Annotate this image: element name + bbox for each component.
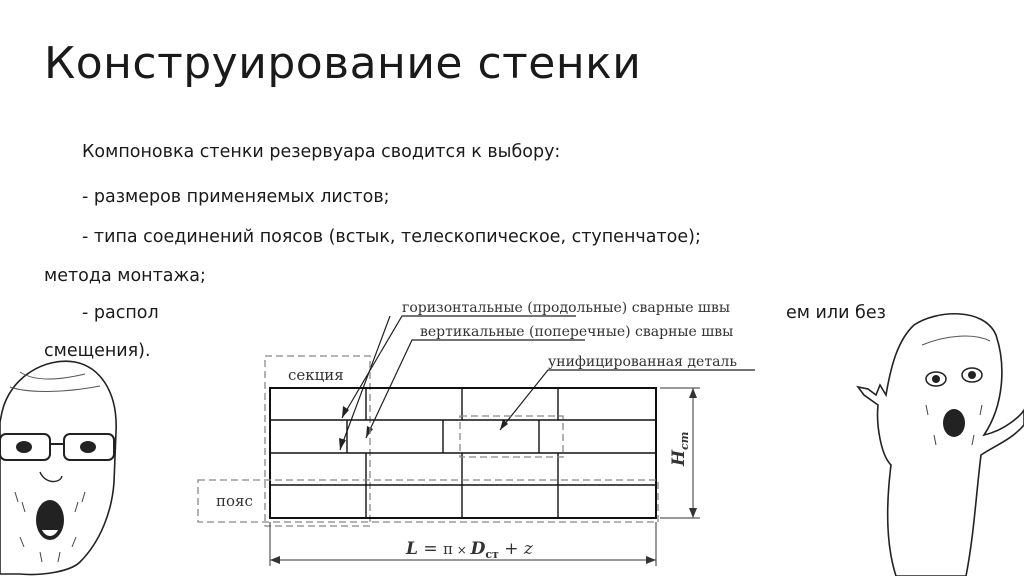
list-item-arrangement-continued: смещения). — [44, 341, 151, 361]
label-section: секция — [288, 366, 344, 384]
label-vertical-welds: вертикальные (поперечные) сварные швы — [420, 324, 734, 340]
formula-length: $L = \pi \times D_{ст} + z$ — [406, 539, 533, 561]
tank-wall-diagram — [190, 290, 770, 576]
list-item-sheet-sizes: - размеров применяемых листов; — [82, 187, 390, 207]
right-soyjak-pointing-character-icon — [856, 305, 1024, 576]
list-item-joint-type-continued: метода монтажа; — [44, 266, 206, 286]
label-unified-part: унифицированная деталь — [548, 354, 737, 370]
intro-text: Компоновка стенки резервуара сводится к выбору: — [82, 142, 561, 162]
label-belt: пояс — [216, 492, 253, 510]
svg-text:Hст: $H_{ст}$ — [669, 431, 691, 466]
label-horizontal-welds: горизонтальные (продольные) сварные швы — [402, 300, 730, 316]
left-soyjak-character-icon — [0, 352, 128, 576]
list-item-arrangement-start: - распол — [82, 303, 159, 323]
list-item-arrangement-end: ем или без — [786, 303, 886, 323]
slide-title: Конструирование стенки — [44, 38, 642, 89]
list-item-joint-type: - типа соединений поясов (встык, телескопическое, ступенчатое); — [82, 227, 701, 247]
